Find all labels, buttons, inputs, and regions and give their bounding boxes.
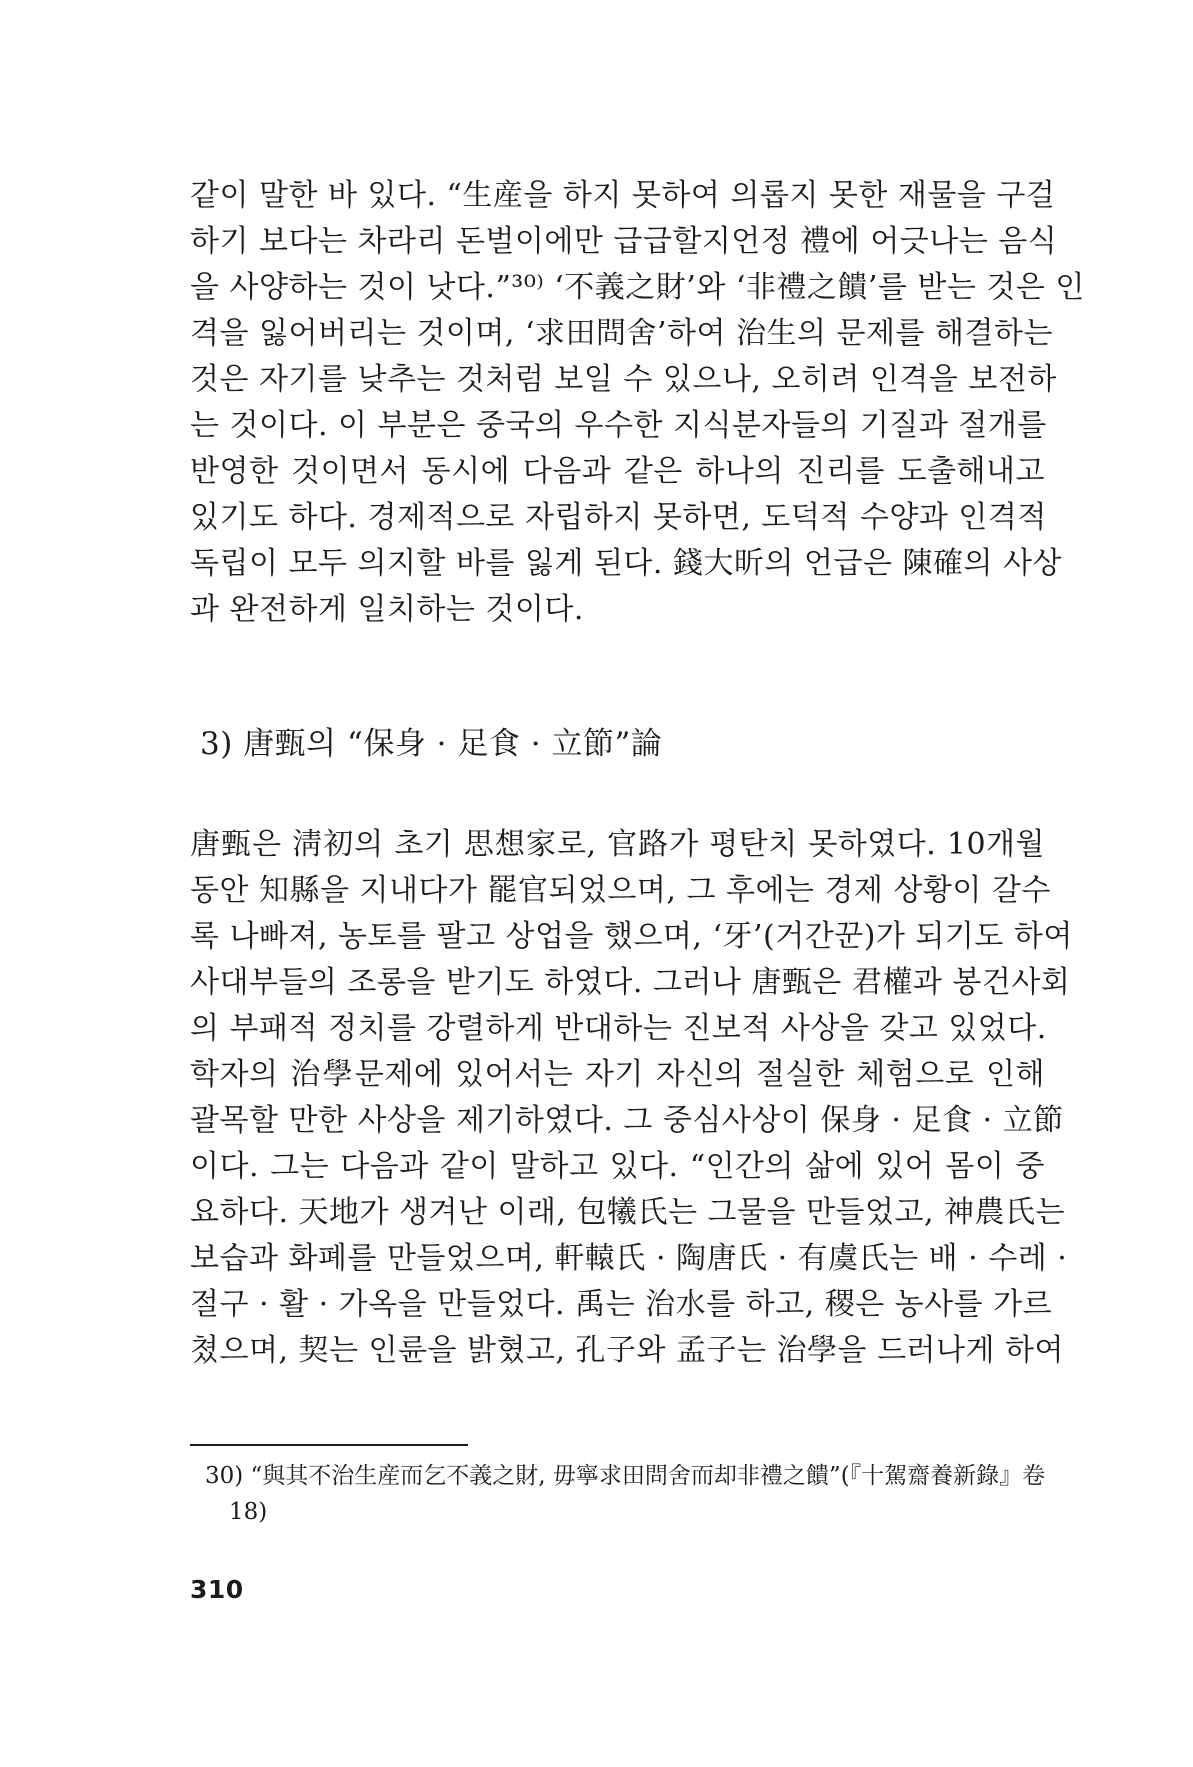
text-line: 있기도 하다. 경제적으로 자립하지 못하면, 도덕적 수양과 인격적 [190,500,1047,535]
footnote-line: 30) “與其不治生産而乞不義之財, 毋寧求田問舍而却非禮之饋”(『十駕齋養新錄』卷 [205,1463,1046,1489]
text-line: 학자의 治學문제에 있어서는 자기 자신의 절실한 체험으로 인해 [190,1057,1045,1092]
text-line: 보습과 화폐를 만들었으며, 軒轅氏 · 陶唐氏 · 有虞氏는 배 · 수레 · [190,1241,1068,1276]
text-line: 것은 자기를 낮추는 것처럼 보일 수 있으나, 오히려 인격을 보전하 [190,362,1057,397]
text-line: 요하다. 天地가 생겨난 이래, 包犧氏는 그물을 만들었고, 神農氏는 [190,1195,1066,1230]
text-line: 唐甄은 淸初의 초기 思想家로, 官路가 평탄치 못하였다. 10개월 [190,827,1045,862]
text-line: 동안 知縣을 지내다가 罷官되었으며, 그 후에는 경제 상황이 갈수 [190,873,1051,908]
text-line: 과 완전하게 일치하는 것이다. [190,592,584,627]
text-line: 는 것이다. 이 부분은 중국의 우수한 지식분자들의 기질과 절개를 [190,408,1047,443]
text-line: 이다. 그는 다음과 같이 말하고 있다. “인간의 삶에 있어 몸이 중 [190,1149,1045,1184]
text-line: 같이 말한 바 있다. “生産을 하지 못하여 의롭지 못한 재물을 구걸 [190,178,1056,213]
footnote-separator [190,1444,468,1446]
text-line: 사대부들의 조롱을 받기도 하였다. 그러나 唐甄은 君權과 봉건사회 [190,965,1071,1000]
page-number: 310 [190,1575,244,1604]
text-line: 의 부패적 정치를 강렬하게 반대하는 진보적 사상을 갖고 있었다. [190,1011,1047,1046]
text-line: 절구 · 활 · 가옥을 만들었다. 禹는 治水를 하고, 稷은 농사를 가르 [190,1287,1053,1322]
text-line: 록 나빠져, 농토를 팔고 상업을 했으며, ‘牙’(거간꾼)가 되기도 하여 [190,919,1073,954]
footnote-line: 18) [229,1499,268,1525]
text-line: 반영한 것이면서 동시에 다음과 같은 하나의 진리를 도출해내고 [190,454,1045,489]
text-line: 하기 보다는 차라리 돈벌이에만 급급할지언정 禮에 어긋나는 음식 [190,224,1058,259]
text-line: 괄목할 만한 사상을 제기하였다. 그 중심사상이 保身 · 足食 · 立節 [190,1103,1064,1138]
text-line: 독립이 모두 의지할 바를 잃게 된다. 錢大昕의 언급은 陳確의 사상 [190,546,1062,581]
section-heading: 3) 唐甄의 “保身 · 足食 · 立節”論 [200,726,663,762]
text-line: 쳤으며, 契는 인륜을 밝혔고, 孔子와 孟子는 治學을 드러나게 하여 [190,1333,1064,1368]
text-line: 격을 잃어버리는 것이며, ‘求田問舍’하여 治生의 문제를 해결하는 [190,316,1053,351]
text-line: 을 사양하는 것이 낫다.”³⁰⁾ ‘不義之財’와 ‘非禮之饋’를 받는 것은 인 [190,270,1085,305]
